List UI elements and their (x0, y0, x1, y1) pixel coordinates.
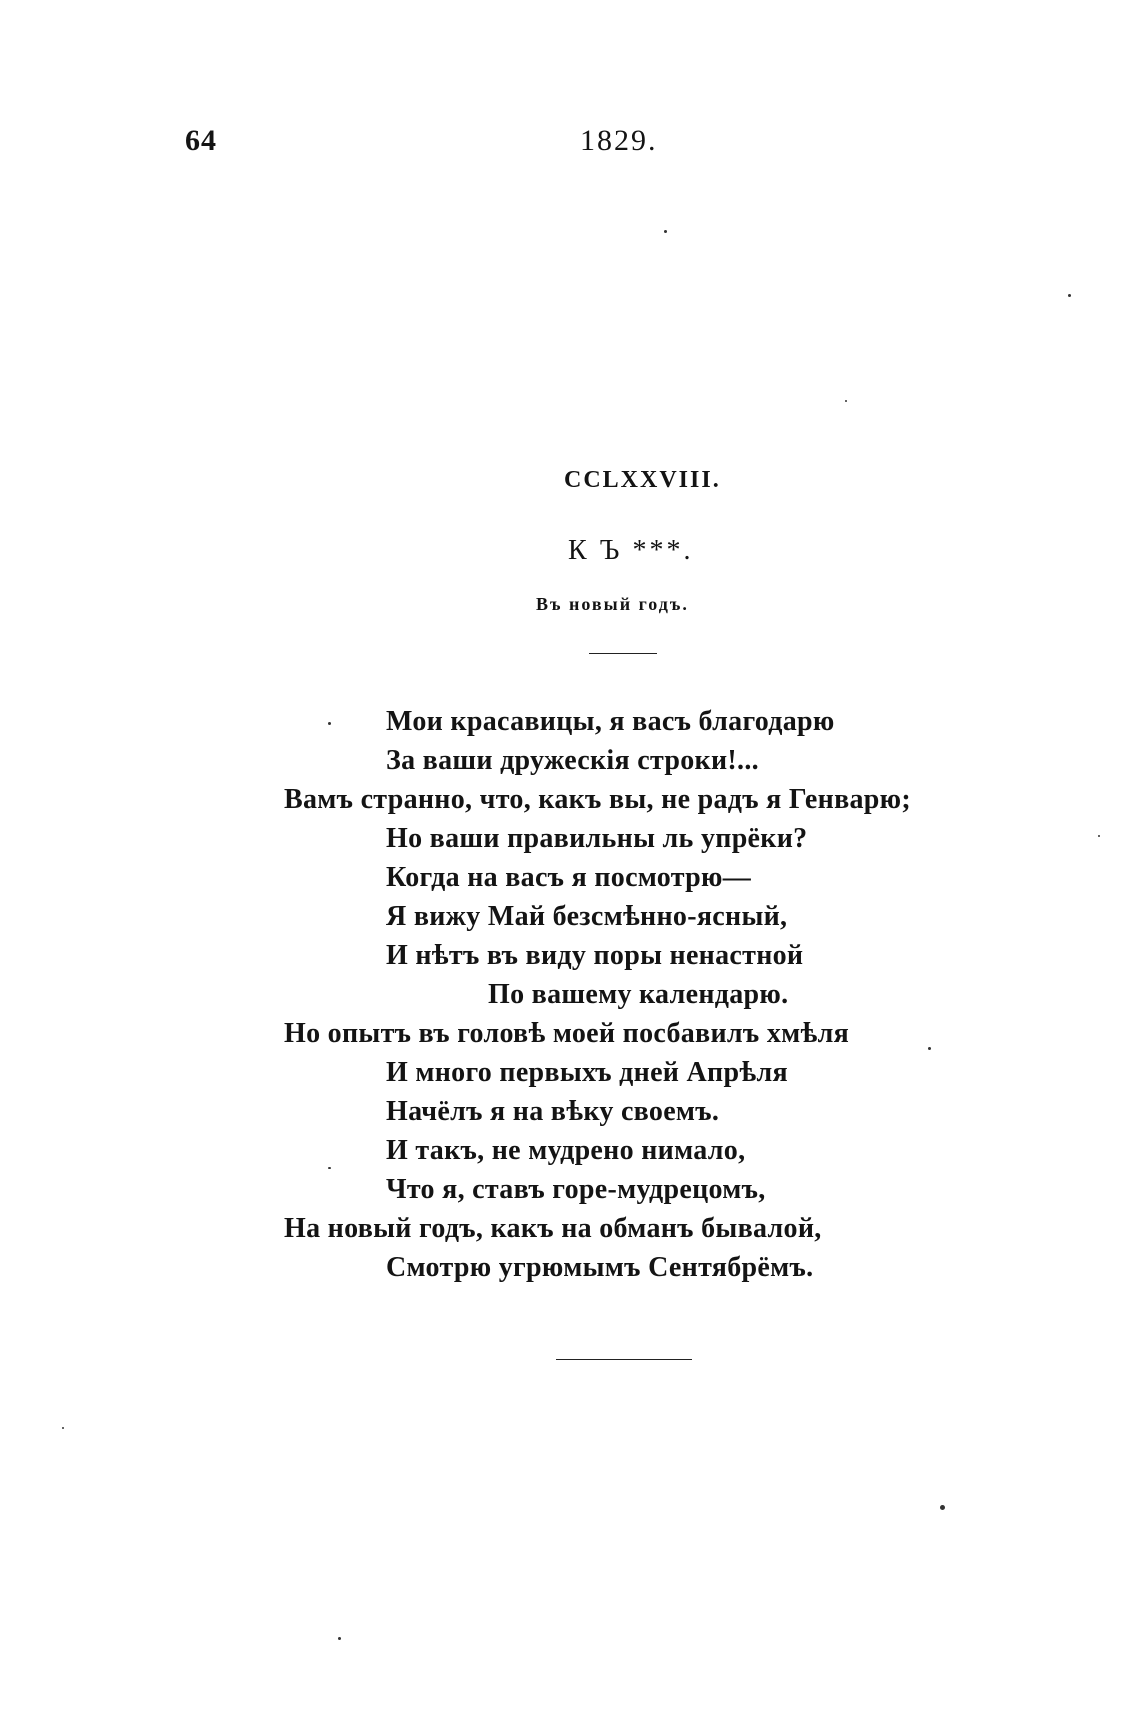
verse-line: И много первыхъ дней Апрѣля (386, 1057, 788, 1088)
verse-line: За ваши дружескія строки!... (386, 745, 759, 776)
page-number: 64 (185, 124, 217, 157)
paper-speck (845, 400, 847, 402)
poem-subtitle: Въ новый годъ. (536, 594, 689, 614)
verse-line: По вашему календарю. (488, 979, 789, 1010)
running-head-year: 1829. (580, 124, 658, 157)
end-divider (556, 1359, 692, 1360)
paper-speck (928, 1047, 931, 1050)
paper-speck (1098, 835, 1100, 837)
verse-line: Я вижу Май безсмѣнно-ясный, (386, 901, 788, 932)
paper-speck (664, 230, 667, 233)
paper-speck (328, 722, 331, 725)
paper-speck (328, 1167, 331, 1169)
verse-line: Что я, ставъ горе-мудрецомъ, (386, 1174, 766, 1205)
title-divider (589, 653, 657, 654)
verse-line: Но опытъ въ головѣ моей посбавилъ хмѣля (284, 1018, 850, 1049)
paper-speck (940, 1505, 945, 1510)
verse-line: Когда на васъ я посмотрю— (386, 862, 752, 893)
verse-line: Смотрю угрюмымъ Сентябрёмъ. (386, 1252, 814, 1283)
poem-title: К Ъ ***. (568, 535, 694, 566)
verse-line: Вамъ странно, что, какъ вы, не радъ я Генварю; (284, 784, 911, 815)
verse-line: Начёлъ я на вѣку своемъ. (386, 1096, 720, 1127)
paper-speck (62, 1427, 64, 1429)
paper-speck (1068, 294, 1071, 297)
poem-number: CCLXXVIII. (564, 467, 721, 493)
paper-speck (338, 1637, 341, 1640)
verse-line: И такъ, не мудрено нимало, (386, 1135, 746, 1166)
verse-line: И нѣтъ въ виду поры ненастной (386, 940, 804, 971)
verse-line: Мои красавицы, я васъ благодарю (386, 706, 835, 737)
verse-line: На новый годъ, какъ на обманъ бывалой, (284, 1213, 822, 1244)
verse-line: Но ваши правильны ль упрёки? (386, 823, 808, 854)
